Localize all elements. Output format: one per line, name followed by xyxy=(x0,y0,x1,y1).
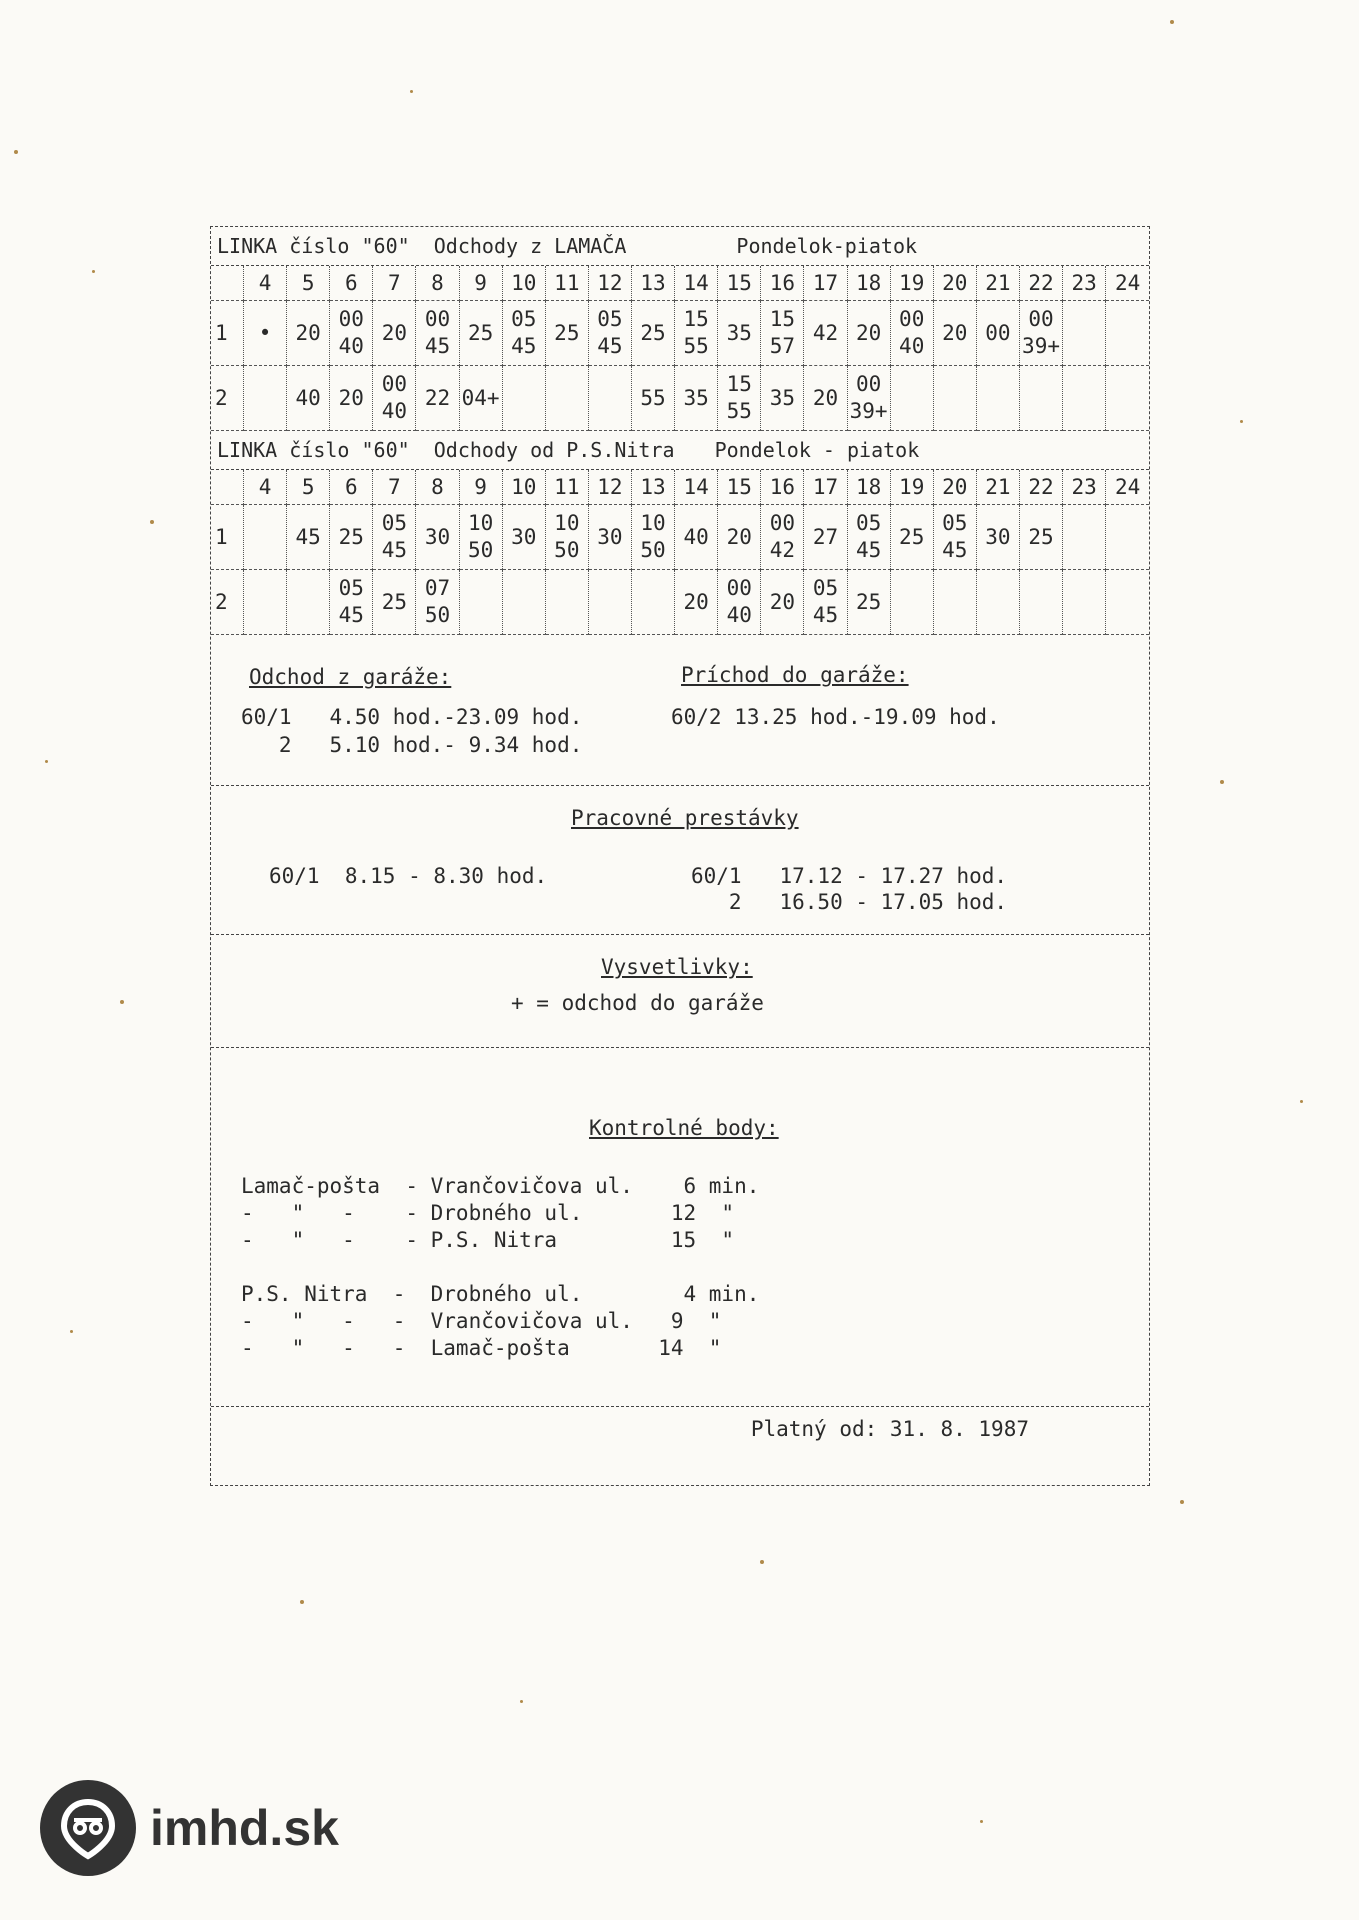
hour-cell: 10 xyxy=(502,470,545,505)
hour-cell: 16 xyxy=(761,470,804,505)
minute-cell: 04+ xyxy=(459,366,502,431)
minute-cell xyxy=(976,366,1019,431)
hour-cell: 13 xyxy=(631,266,674,301)
minute-cell: 30 xyxy=(976,505,1019,570)
table1-days: Pondelok-piatok xyxy=(736,234,918,258)
garage-in-heading: Príchod do garáže: xyxy=(681,663,909,687)
garage-section xyxy=(211,635,1149,786)
minute-cell: 00 39+ xyxy=(847,366,890,431)
minute-cell xyxy=(1106,301,1149,366)
minute-cell: 00 40 xyxy=(718,570,761,635)
hour-cell: 8 xyxy=(416,266,459,301)
minute-cell xyxy=(631,570,674,635)
valid-from: Platný od: 31. 8. 1987 xyxy=(750,1417,1029,1441)
minute-cell: 20 xyxy=(675,570,718,635)
minute-cell: 00 40 xyxy=(890,301,933,366)
checkpoint-line xyxy=(241,1254,759,1281)
hour-cell: 20 xyxy=(933,470,976,505)
hour-cell: 6 xyxy=(330,266,373,301)
minute-cell xyxy=(588,366,631,431)
table1-header xyxy=(211,227,1149,266)
minute-cell xyxy=(1063,301,1106,366)
minute-cell: 07 50 xyxy=(416,570,459,635)
table2-timetable xyxy=(211,470,1149,635)
table2-days: Pondelok - piatok xyxy=(714,438,920,462)
hour-cell xyxy=(211,470,244,505)
hour-cell: 9 xyxy=(459,266,502,301)
hour-cell: 4 xyxy=(244,266,287,301)
timetable-document xyxy=(210,226,1150,1486)
table-row xyxy=(211,301,1149,366)
garage-out-line2: 2 5.10 hod.- 9.34 hod. xyxy=(241,733,583,757)
checkpoint-line: - " - - P.S. Nitra 15 " xyxy=(241,1228,735,1252)
minute-cell: 05 45 xyxy=(804,570,847,635)
minute-cell: 25 xyxy=(631,301,674,366)
minute-cell xyxy=(1106,505,1149,570)
minute-cell xyxy=(459,570,502,635)
minute-cell xyxy=(1019,366,1062,431)
table-row xyxy=(211,505,1149,570)
hour-cell: 19 xyxy=(890,470,933,505)
minute-cell xyxy=(890,570,933,635)
hour-cell: 5 xyxy=(287,470,330,505)
hour-cell: 6 xyxy=(330,470,373,505)
hour-cell: 23 xyxy=(1063,470,1106,505)
minute-cell: 25 xyxy=(459,301,502,366)
minute-cell: 20 xyxy=(804,366,847,431)
hour-cell: 15 xyxy=(718,266,761,301)
hour-cell: 10 xyxy=(502,266,545,301)
hour-cell: 23 xyxy=(1063,266,1106,301)
checkpoint-line: P.S. Nitra - Drobného ul. 4 min. xyxy=(241,1282,760,1306)
minute-cell xyxy=(502,570,545,635)
minute-cell: 00 40 xyxy=(330,301,373,366)
minute-cell: • xyxy=(244,301,287,366)
logo-badge xyxy=(40,1780,136,1876)
legend-heading: Vysvetlivky: xyxy=(601,955,753,979)
breaks-left: 60/1 8.15 - 8.30 hod. xyxy=(269,864,548,888)
minute-cell: 25 xyxy=(330,505,373,570)
minute-cell xyxy=(1106,366,1149,431)
minute-cell: 25 xyxy=(373,570,416,635)
hour-cell: 19 xyxy=(890,266,933,301)
hours-row xyxy=(211,470,1149,505)
minute-cell: 35 xyxy=(761,366,804,431)
hour-cell: 15 xyxy=(718,470,761,505)
minute-cell xyxy=(933,366,976,431)
breaks-section xyxy=(211,786,1149,935)
hour-cell: 11 xyxy=(545,266,588,301)
hour-cell: 17 xyxy=(804,470,847,505)
minute-cell xyxy=(545,570,588,635)
minute-cell: 00 42 xyxy=(761,505,804,570)
course-number: 1 xyxy=(211,301,244,366)
course-number: 2 xyxy=(211,570,244,635)
minute-cell: 20 xyxy=(330,366,373,431)
minute-cell: 00 40 xyxy=(373,366,416,431)
minute-cell: 10 50 xyxy=(631,505,674,570)
minute-cell xyxy=(976,570,1019,635)
hour-cell: 4 xyxy=(244,470,287,505)
minute-cell: 42 xyxy=(804,301,847,366)
minute-cell: 10 50 xyxy=(459,505,502,570)
minute-cell: 05 45 xyxy=(373,505,416,570)
hour-cell: 14 xyxy=(675,470,718,505)
hour-cell: 18 xyxy=(847,470,890,505)
minute-cell: 30 xyxy=(588,505,631,570)
hour-cell: 7 xyxy=(373,266,416,301)
minute-cell: 40 xyxy=(675,505,718,570)
breaks-heading: Pracovné prestávky xyxy=(571,806,799,830)
hours-row xyxy=(211,266,1149,301)
minute-cell: 05 45 xyxy=(933,505,976,570)
hour-cell: 21 xyxy=(976,470,1019,505)
table2-title: LINKA číslo "60" Odchody od P.S.Nitra xyxy=(217,438,675,462)
hour-cell: 18 xyxy=(847,266,890,301)
minute-cell: 05 45 xyxy=(330,570,373,635)
minute-cell xyxy=(1063,505,1106,570)
minute-cell: 00 45 xyxy=(416,301,459,366)
minute-cell: 00 xyxy=(976,301,1019,366)
bus-pin-icon xyxy=(56,1796,120,1860)
minute-cell: 20 xyxy=(761,570,804,635)
minute-cell: 15 57 xyxy=(761,301,804,366)
minute-cell: 30 xyxy=(502,505,545,570)
minute-cell: 35 xyxy=(675,366,718,431)
valid-section xyxy=(211,1407,1149,1457)
garage-in-line1: 60/2 13.25 hod.-19.09 hod. xyxy=(671,705,1000,729)
hour-cell: 14 xyxy=(675,266,718,301)
garage-out-heading: Odchod z garáže: xyxy=(249,665,452,689)
checkpoint-line: - " - - Vrančovičova ul. 9 " xyxy=(241,1309,722,1333)
hour-cell: 17 xyxy=(804,266,847,301)
minute-cell: 30 xyxy=(416,505,459,570)
hour-cell: 8 xyxy=(416,470,459,505)
minute-cell: 55 xyxy=(631,366,674,431)
checkpoints-section xyxy=(211,1048,1149,1407)
course-number: 1 xyxy=(211,505,244,570)
minute-cell: 20 xyxy=(933,301,976,366)
checkpoint-line: Lamač-pošta - Vrančovičova ul. 6 min. xyxy=(241,1174,760,1198)
minute-cell: 20 xyxy=(373,301,416,366)
breaks-right2: 2 16.50 - 17.05 hod. xyxy=(691,890,1008,914)
table-row xyxy=(211,570,1149,635)
garage-out-line1: 60/1 4.50 hod.-23.09 hod. xyxy=(241,705,583,729)
minute-cell xyxy=(890,366,933,431)
minute-cell: 22 xyxy=(416,366,459,431)
table2-header xyxy=(211,431,1149,470)
minute-cell xyxy=(1063,366,1106,431)
minute-cell xyxy=(1019,570,1062,635)
minute-cell: 05 45 xyxy=(847,505,890,570)
hour-cell: 9 xyxy=(459,470,502,505)
hour-cell: 7 xyxy=(373,470,416,505)
legend-section xyxy=(211,935,1149,1048)
hour-cell: 12 xyxy=(588,266,631,301)
legend-text: + = odchod do garáže xyxy=(511,991,764,1015)
minute-cell: 15 55 xyxy=(718,366,761,431)
minute-cell: 20 xyxy=(287,301,330,366)
minute-cell: 25 xyxy=(545,301,588,366)
minute-cell: 20 xyxy=(718,505,761,570)
minute-cell: 40 xyxy=(287,366,330,431)
minute-cell: 45 xyxy=(287,505,330,570)
minute-cell: 00 39+ xyxy=(1019,301,1062,366)
minute-cell xyxy=(588,570,631,635)
hour-cell: 20 xyxy=(933,266,976,301)
hour-cell: 22 xyxy=(1019,266,1062,301)
hour-cell: 12 xyxy=(588,470,631,505)
minute-cell: 10 50 xyxy=(545,505,588,570)
logo-text: imhd.sk xyxy=(150,1800,339,1856)
course-number: 2 xyxy=(211,366,244,431)
hour-cell: 13 xyxy=(631,470,674,505)
minute-cell xyxy=(545,366,588,431)
checkpoints-heading: Kontrolné body: xyxy=(589,1116,779,1140)
minute-cell: 25 xyxy=(1019,505,1062,570)
hour-cell xyxy=(211,266,244,301)
hour-cell: 11 xyxy=(545,470,588,505)
minute-cell: 05 45 xyxy=(588,301,631,366)
imhd-logo xyxy=(40,1780,339,1876)
minute-cell xyxy=(502,366,545,431)
hour-cell: 16 xyxy=(761,266,804,301)
minute-cell: 27 xyxy=(804,505,847,570)
minute-cell: 20 xyxy=(847,301,890,366)
minute-cell: 25 xyxy=(847,570,890,635)
hour-cell: 22 xyxy=(1019,470,1062,505)
minute-cell: 25 xyxy=(890,505,933,570)
hour-cell: 24 xyxy=(1106,266,1149,301)
minute-cell xyxy=(1106,570,1149,635)
breaks-right1: 60/1 17.12 - 17.27 hod. xyxy=(691,864,1008,888)
hour-cell: 21 xyxy=(976,266,1019,301)
minute-cell xyxy=(287,570,330,635)
minute-cell xyxy=(1063,570,1106,635)
minute-cell: 05 45 xyxy=(502,301,545,366)
minute-cell xyxy=(244,505,287,570)
minute-cell xyxy=(933,570,976,635)
minute-cell: 15 55 xyxy=(675,301,718,366)
minute-cell: 35 xyxy=(718,301,761,366)
table1-title: LINKA číslo "60" Odchody z LAMAČA xyxy=(217,234,627,258)
table-row xyxy=(211,366,1149,431)
table1-timetable xyxy=(211,266,1149,431)
minute-cell xyxy=(244,570,287,635)
checkpoint-line: - " - - Drobného ul. 12 " xyxy=(241,1201,735,1225)
minute-cell xyxy=(244,366,287,431)
checkpoints-list xyxy=(241,1173,759,1362)
hour-cell: 5 xyxy=(287,266,330,301)
checkpoint-line: - " - - Lamač-pošta 14 " xyxy=(241,1336,722,1360)
hour-cell: 24 xyxy=(1106,470,1149,505)
